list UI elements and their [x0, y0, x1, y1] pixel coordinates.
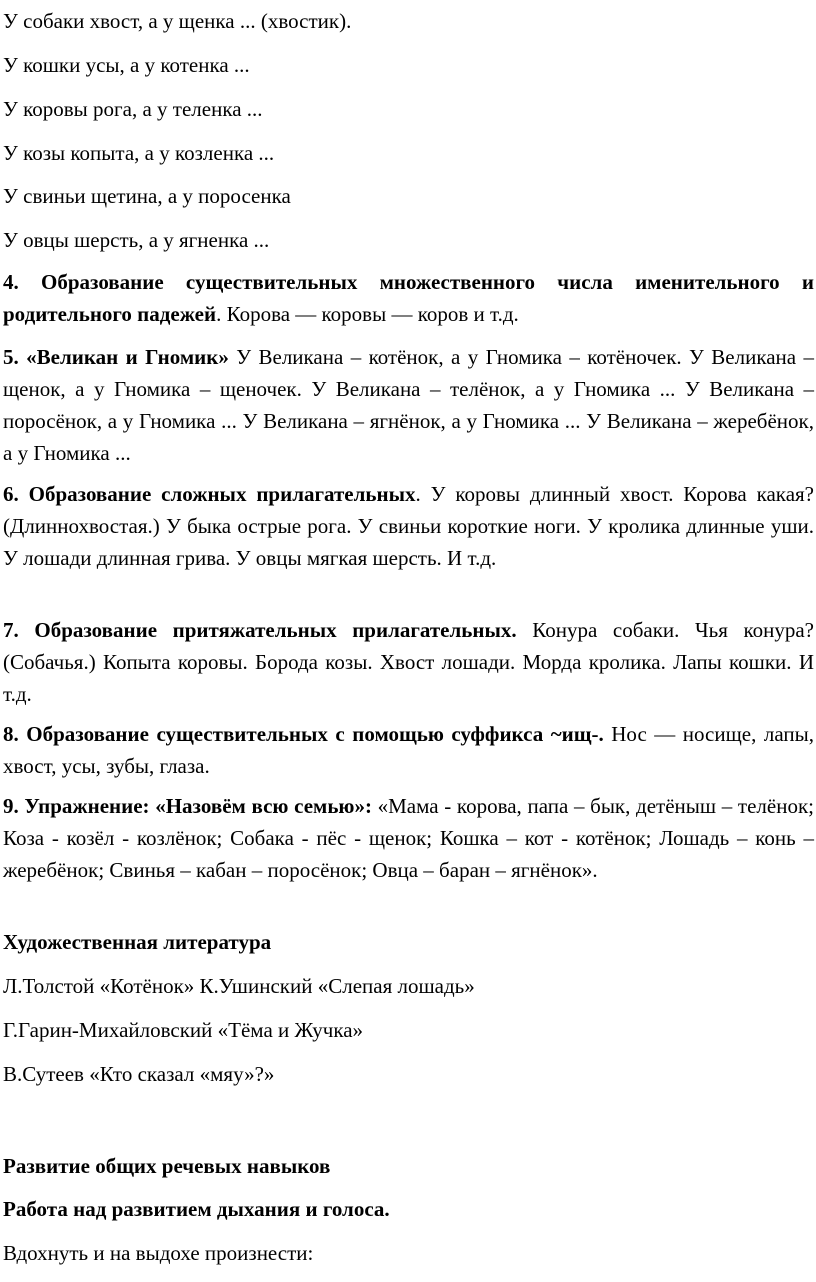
item-7 — [3, 614, 814, 710]
item-6-text: . У коровы длинный хвост. Корова какая? (Длиннохвостая.) У быка острые рога. У свиньи короткие ноги. У кролика длинные уши. У лошади длинная грива. У овцы мягкая шерсть. И т.д. — [3, 482, 814, 570]
sentence-goat: У козы копыта, а у козленка ... — [3, 141, 275, 165]
item-9 — [3, 790, 814, 886]
item-6-title: 6. Образование сложных прилагательных — [3, 482, 416, 506]
speech-heading-text: Развитие общих речевых навыков — [3, 1154, 331, 1178]
speech-heading — [3, 1150, 814, 1182]
item-7-title: 7. Образование притяжательных прилагательных. — [3, 618, 517, 642]
literature-line-3: В.Сутеев «Кто сказал «мяу»?» — [3, 1062, 275, 1086]
item-7-text: Конура собаки. Чья конура? (Собачья.) Копыта коровы. Борода козы. Хвост лошади. Морда кролика. Лапы кошки. И т.д. — [3, 618, 814, 706]
item-5-text: У Великана – котёнок, а у Гномика – котёночек. У Великана – щенок, а у Гномика – щеночек. У Великана – телёнок, а у Гномика ... У Великана – поросёнок, а у Гномика ... У Великана – ягнёнок, а у Гномика ... У Великана – жеребёнок, а у Гномика ... — [3, 345, 814, 465]
item-8 — [3, 718, 814, 782]
item-4 — [3, 266, 814, 330]
sentence-cow: У коровы рога, а у теленка ... — [3, 97, 263, 121]
literature-heading — [3, 926, 814, 958]
item-9-title: 9. Упражнение: «Назовём всю семью»: — [3, 794, 372, 818]
sentence-sheep: У овцы шерсть, а у ягненка ... — [3, 228, 270, 252]
item-6 — [3, 478, 814, 574]
item-4-title: 4. Образование существительных множественного числа именительного и родительного падежей — [3, 270, 814, 326]
literature-line-2: Г.Гарин-Михайловский «Тёма и Жучка» — [3, 1018, 364, 1042]
item-9-text: «Мама - корова, папа – бык, детёныш – телёнок; Коза - козёл - козлёнок; Собака - пёс - щенок; Кошка – кот - котёнок; Лошадь – конь – жеребёнок; Свинья – кабан – поросёнок; Овца – баран – ягнёнок». — [3, 794, 814, 882]
speech-subheading-text: Работа над развитием дыхания и голоса. — [3, 1197, 390, 1221]
sentence-cat: У кошки усы, а у котенка ... — [3, 53, 250, 77]
literature-line-1: Л.Толстой «Котёнок» К.Ушинский «Слепая лошадь» — [3, 974, 475, 998]
item-4-text: . Корова — коровы — коров и т.д. — [216, 302, 519, 326]
speech-instruction: Вдохнуть и на выдохе произнести: — [3, 1241, 314, 1265]
sentence-dog: У собаки хвост, а у щенка ... (хвостик). — [3, 9, 352, 33]
item-5 — [3, 341, 814, 469]
literature-heading-text: Художественная литература — [3, 930, 272, 954]
item-8-title: 8. Образование существительных с помощью суффикса ~ищ-. — [3, 722, 604, 746]
sentence-pig: У свиньи щетина, а у поросенка — [3, 184, 291, 208]
speech-subheading — [3, 1193, 814, 1225]
item-8-text: Нос — носище, лапы, хвост, усы, зубы, глаза. — [3, 722, 814, 778]
item-5-title: 5. «Великан и Гномик» — [3, 345, 229, 369]
